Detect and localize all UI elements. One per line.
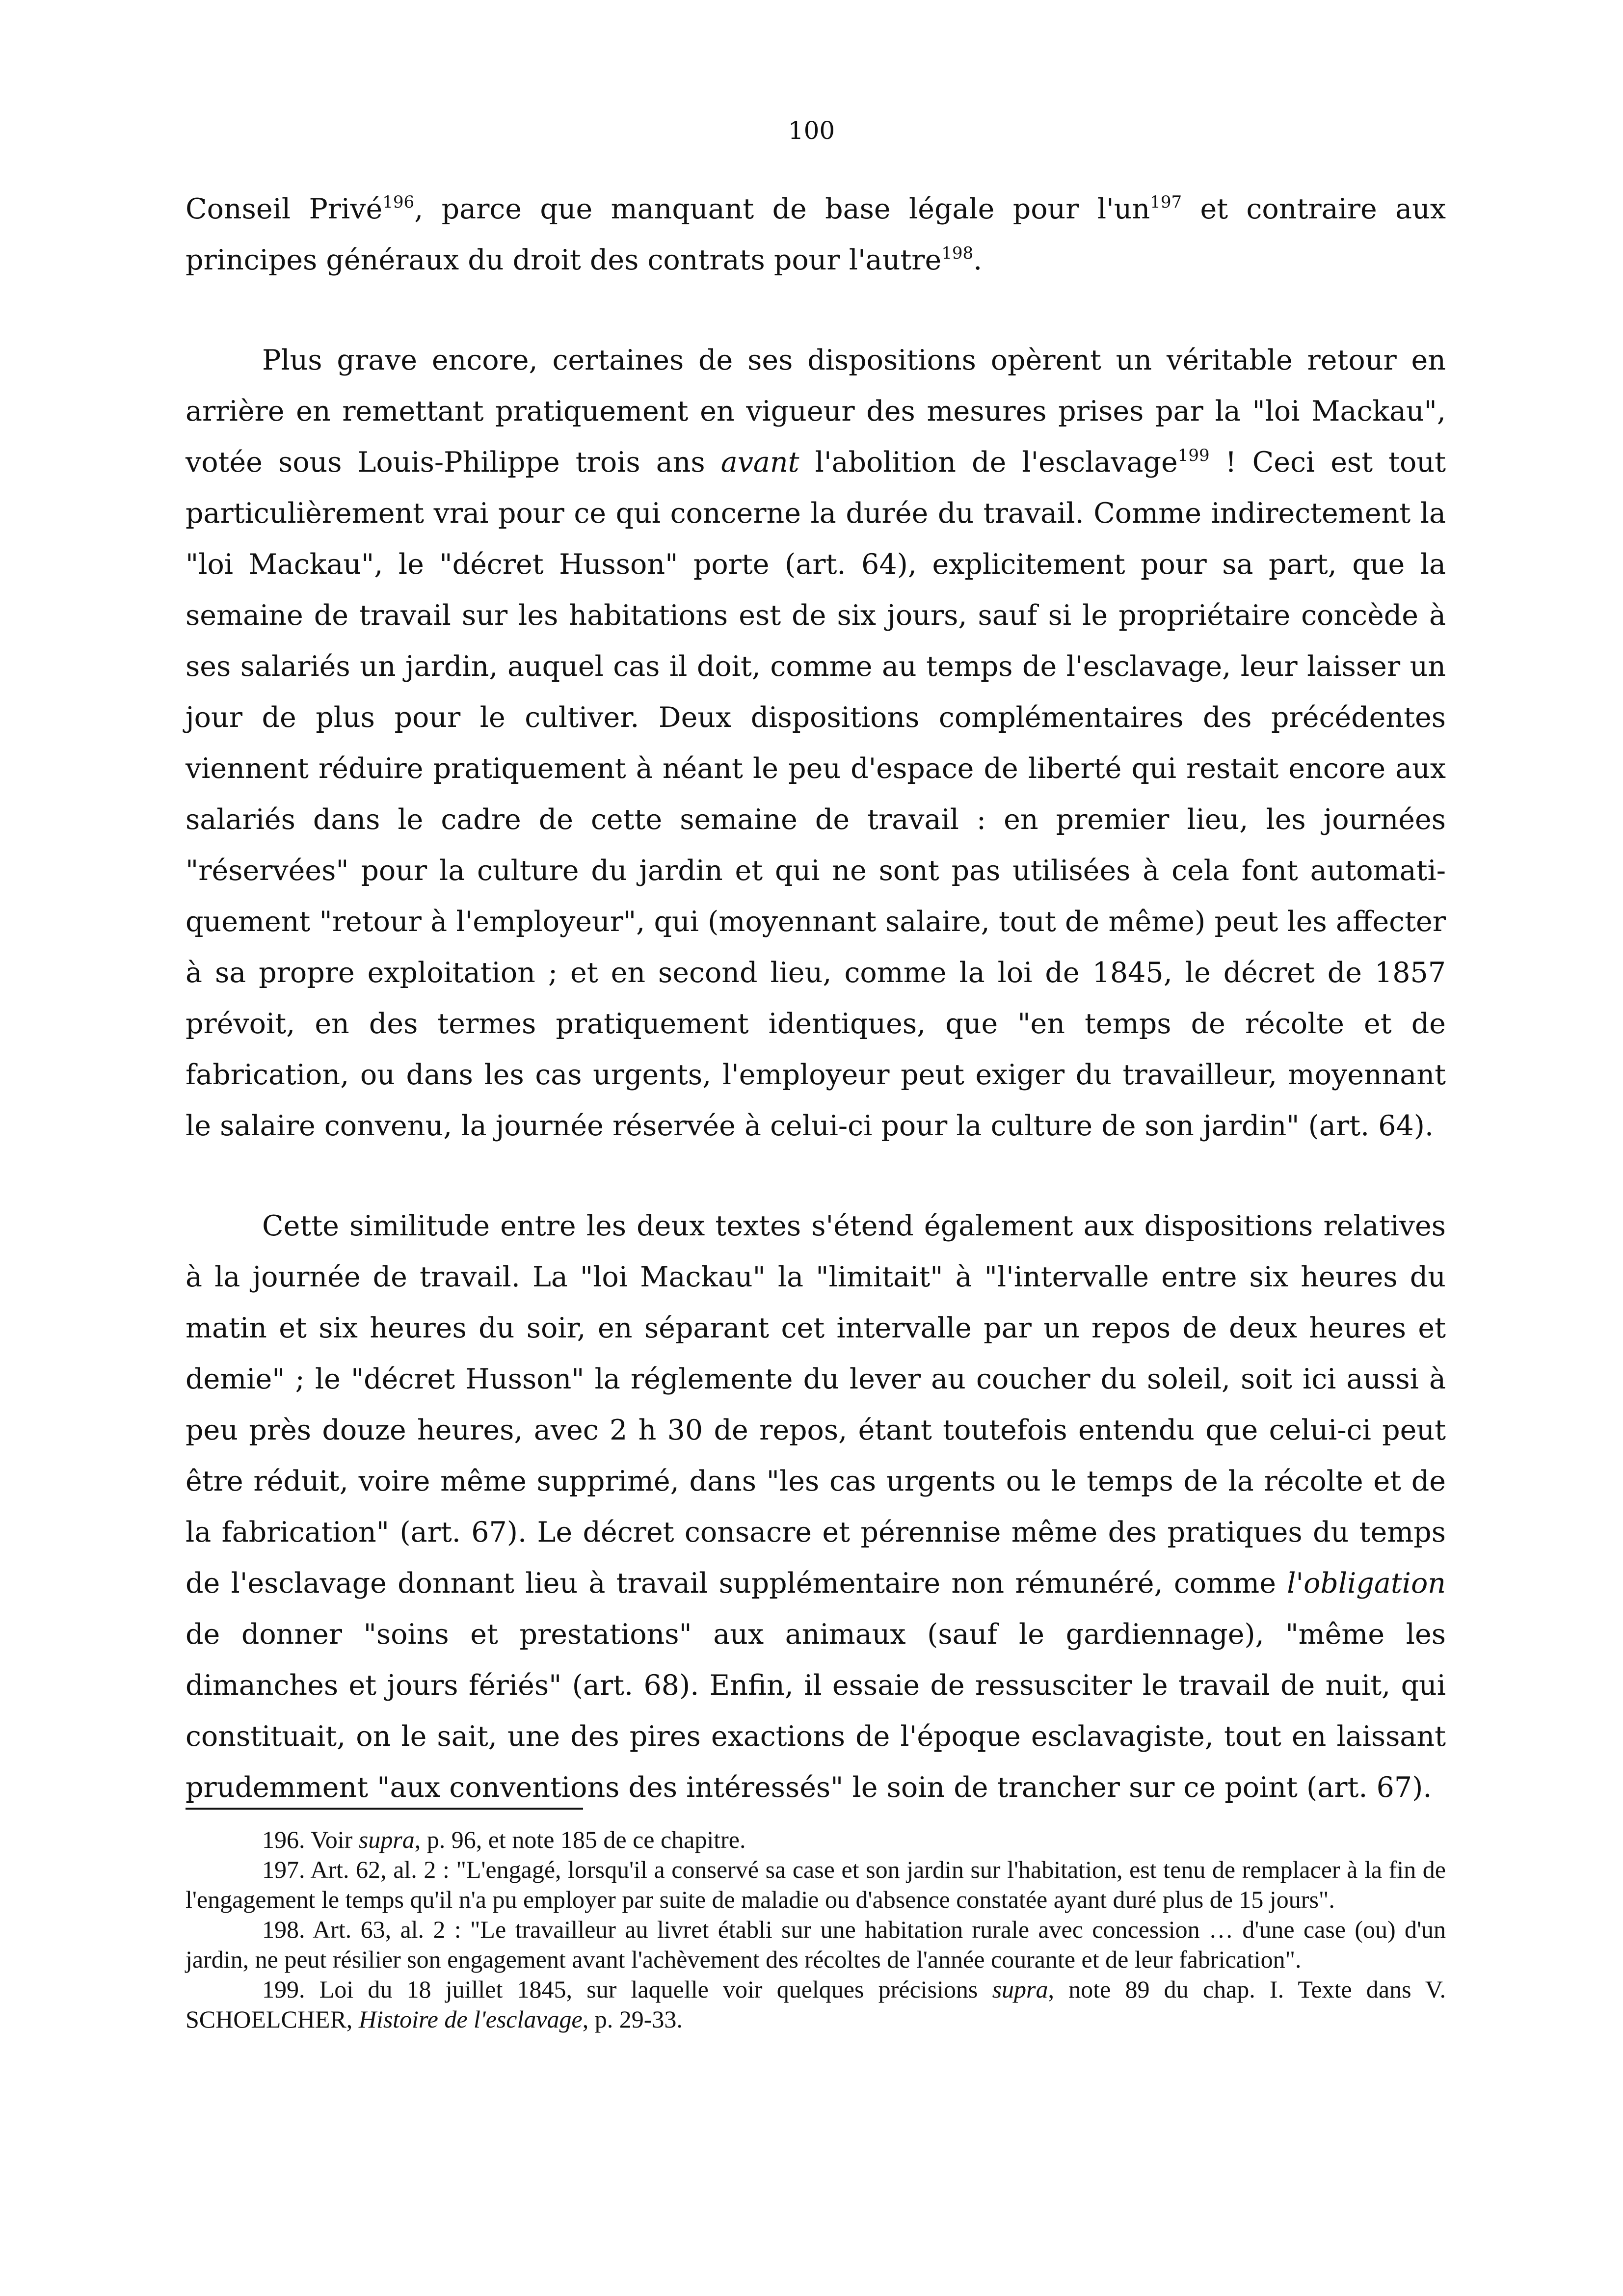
footnote-198 [186, 1915, 1446, 1975]
paragraph-3-text-b: de donner "soins et prestations" aux animaux (sauf le gardiennage), "même les dimanches et jours fériés" (art. 68). Enfin, il essaie de ressusciter le travail de nuit, qui constituait, on le sait, une des pires exactions de l'époque esclavagiste, tout en laissant prudemment "aux conventions des intéressés" le soin de trancher sur ce point (art. 67). [186, 1618, 1446, 1804]
footnote-199-emphasis-b: Histoire de l'esclavage [358, 2005, 583, 2033]
paragraph-1-text-b: , parce que manquant de base légale pour l'un [414, 193, 1150, 225]
paragraph-1 [186, 184, 1446, 286]
paragraph-2 [186, 335, 1446, 1151]
footnote-199-emphasis-a: supra [992, 1976, 1048, 2003]
footnote-separator [186, 1808, 583, 1810]
footnote-197-text: 197. Art. 62, al. 2 : "L'engagé, lorsqu'il a conservé sa case et son jardin sur l'habitation, est tenu de remplacer à la fin de l'engagement le temps qu'il n'a pu employer par suite de maladie ou d'absence constatée ayant duré plus de 15 jours". [186, 1856, 1446, 1913]
footnote-199-text-a: 199. Loi du 18 juillet 1845, sur laquelle voir quelques précisions [262, 1976, 992, 2003]
footnote-199-text-c: , p. 29-33. [582, 2005, 683, 2033]
paragraph-1-text-c: et contraire aux principes généraux du droit des contrats pour l'autre [186, 193, 1446, 276]
footnote-ref-198: 198 [941, 243, 974, 263]
paragraph-3 [186, 1201, 1446, 1813]
footnote-196-emphasis: supra [358, 1826, 415, 1853]
paragraph-2-text-b: l'abolition de l'esclavage [799, 446, 1178, 479]
page-number: 100 [788, 116, 835, 145]
paragraph-2-text-c: ! Ceci est tout particulièrement vrai pour ce qui concerne la durée du travail. Comme indirectement la "loi Mackau", le "décret Husson" porte (art. 64), explicitement pour sa part, que la semaine de travail sur les habitations est de six jours, sauf si le propriétaire concède à ses salariés un jardin, auquel cas il doit, comme au temps de l'esclavage, leur laisser un jour de plus pour le cultiver. Deux dispositions complémentaires des précédentes viennent réduire pratiquement à néant le peu d'espace de liberté qui restait encore aux salariés dans le cadre de cette semaine de travail : en premier lieu, les journées "réservées" pour la culture du jardin et qui ne sont pas utilisées à cela font automatiquement "retour à l'employeur", qui (moyennant salaire, tout de même) peut les affecter à sa propre exploitation ; et en second lieu, comme la loi de 1845, le décret de 1857 prévoit, en des termes pratiquement identiques, que "en temps de récolte et de fabrication, ou dans les cas urgents, l'employeur peut exiger du travailleur, moyennant le salaire convenu, la journée réservée à celui-ci pour la culture de son jardin" (art. 64). [186, 446, 1446, 1142]
footnote-199 [186, 1975, 1446, 2034]
footnote-ref-199: 199 [1177, 446, 1210, 465]
footnote-ref-197: 197 [1150, 192, 1182, 212]
paragraph-2-emphasis: avant [720, 446, 799, 479]
footnote-196 [186, 1825, 1446, 1855]
footnote-197 [186, 1855, 1446, 1915]
footnotes [186, 1825, 1446, 2034]
paragraph-1-text-a: Conseil Privé [186, 193, 383, 225]
footnote-198-text: 198. Art. 63, al. 2 : "Le travailleur au livret établi sur une habitation rurale avec concession … d'une case (ou) d'un jardin, ne peut résilier son engagement avant l'achèvement des récoltes de l'année courante et de leur fabrication". [186, 1916, 1446, 1973]
paragraph-1-text-d: . [973, 244, 983, 276]
footnote-196-text-a: 196. Voir [262, 1826, 359, 1853]
footnote-ref-196: 196 [382, 192, 415, 212]
paragraph-3-text-a: Cette similitude entre les deux textes s'étend également aux dispositions relatives à la journée de travail. La "loi Mackau" la "limitait" à "l'intervalle entre six heures du matin et six heures du soir, en séparant cet intervalle par un repos de deux heures et demie" ; le "décret Husson" la réglemente du lever au coucher du soleil, soit ici aussi à peu près douze heures, avec 2 h 30 de repos, étant toutefois entendu que celui-ci peut être réduit, voire même supprimé, dans "les cas urgents ou le temps de la récolte et de la fabrication" (art. 67). Le décret consacre et pérennise même des pratiques du temps de l'esclavage donnant lieu à travail supplémentaire non rémunéré, comme [186, 1210, 1446, 1600]
paragraph-3-emphasis: l'obligation [1287, 1567, 1446, 1600]
footnote-196-text-b: , p. 96, et note 185 de ce chapitre. [414, 1826, 746, 1853]
main-text [186, 184, 1446, 1813]
footnote-199-text-b: , note 89 du chap. I. Texte dans V. SCHOELCHER, [186, 1976, 1446, 2033]
paragraph-2-text-a: Plus grave encore, certaines de ses dispositions opèrent un véritable retour en arrière en remettant pratiquement en vigueur des mesures prises par la "loi Mackau", votée sous Louis-Philippe trois ans [186, 344, 1446, 479]
